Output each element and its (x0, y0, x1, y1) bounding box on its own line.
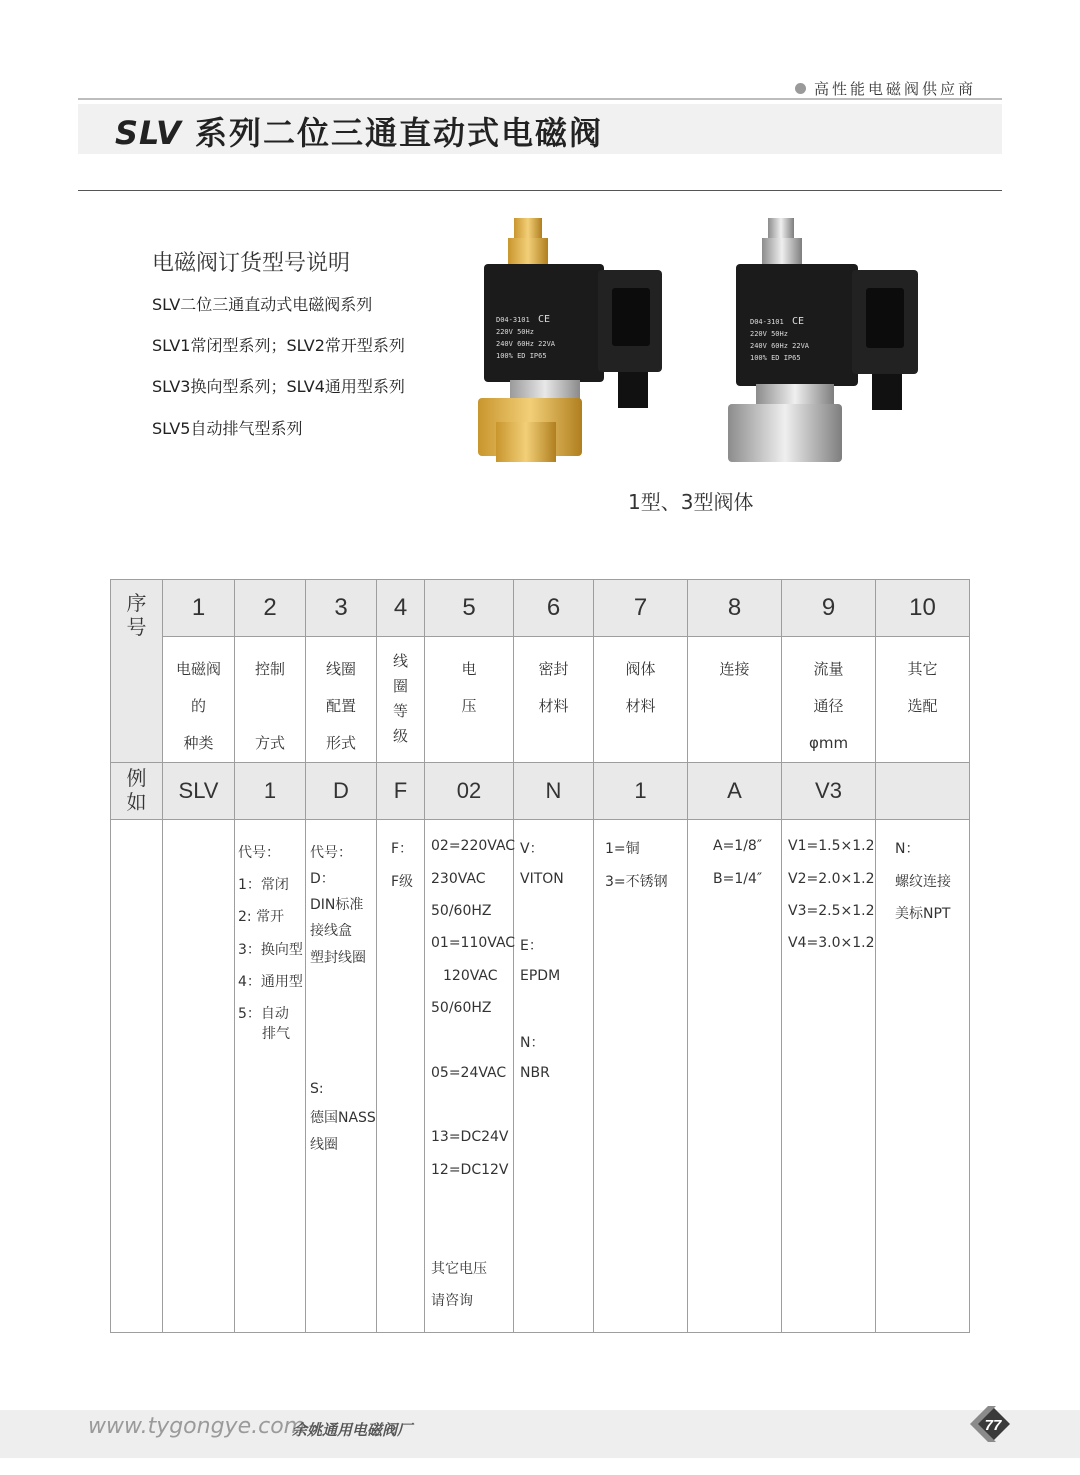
detail-text: 120VAC (443, 968, 498, 984)
col-number: 10 (876, 580, 970, 637)
col-number: 2 (235, 580, 306, 637)
footer-website: www.tygongye.com (88, 1414, 306, 1439)
detail-text: 2: 常开 (238, 909, 285, 925)
label-text: φmm (808, 734, 849, 752)
label-text: 电磁阀 (175, 660, 221, 678)
detail-text: 02=220VAC (431, 838, 516, 854)
detail-text: V： (520, 841, 544, 857)
col-number: 1 (163, 580, 235, 637)
detail-cell (425, 820, 514, 1333)
detail-text: 螺纹连接 (895, 874, 951, 890)
example-cell: D (306, 763, 377, 820)
detail-text: DIN标准 (310, 897, 364, 913)
col-number: 6 (514, 580, 594, 637)
detail-text: 230VAC (431, 871, 486, 887)
col-number: 3 (306, 580, 377, 637)
label-text: 材料 (538, 697, 569, 715)
row-head-example (111, 763, 163, 820)
detail-cell (306, 820, 377, 1333)
detail-text: 05=24VAC (431, 1065, 507, 1081)
number-row (111, 580, 970, 637)
detail-text: 排气 (262, 1026, 290, 1042)
example-cell: SLV (163, 763, 235, 820)
col-label (514, 637, 594, 763)
example-cell (876, 763, 970, 820)
detail-text: 50/60HZ (431, 903, 492, 919)
detail-text: 代号： (310, 845, 352, 861)
col-label (163, 637, 235, 763)
footer-company: 余姚通用电磁阀厂 (292, 1421, 413, 1439)
detail-text: N： (520, 1035, 545, 1051)
detail-cell (235, 820, 306, 1333)
detail-text: F： (391, 841, 414, 857)
divider (78, 190, 1002, 191)
detail-text: 美标NPT (895, 906, 951, 922)
label-text: 电 (461, 660, 477, 678)
col-number: 8 (688, 580, 782, 637)
bullet-icon (795, 83, 806, 94)
example-cell: 02 (425, 763, 514, 820)
detail-text: B=1/4″ (713, 871, 763, 887)
col-number: 7 (594, 580, 688, 637)
col-label (377, 637, 425, 763)
detail-cell (594, 820, 688, 1333)
label-text: 流量 (813, 660, 844, 678)
tagline-text: 高性能电磁阀供应商 (813, 80, 976, 98)
label-text: 级 (392, 727, 408, 745)
col-label (688, 637, 782, 763)
label-text: 压 (461, 697, 477, 715)
col-number: 4 (377, 580, 425, 637)
page-title (115, 108, 603, 154)
label-text: 连接 (719, 660, 750, 678)
example-cell: F (377, 763, 425, 820)
example-cell: N (514, 763, 594, 820)
detail-text: 代号： (238, 845, 280, 861)
col-label (306, 637, 377, 763)
detail-text: 12=DC12V (431, 1162, 509, 1178)
col-label (235, 637, 306, 763)
detail-text: 塑封线圈 (310, 950, 366, 966)
col-label (876, 637, 970, 763)
detail-text: V3=2.5×1.2 (788, 903, 875, 919)
detail-cell (377, 820, 425, 1333)
detail-text: 50/60HZ (431, 1000, 492, 1016)
label-text: 线 (392, 652, 408, 670)
detail-text: 5：自动 (238, 1006, 289, 1022)
detail-text: 1：常闭 (238, 877, 289, 893)
detail-text: E： (520, 938, 543, 954)
intro-line: SLV5自动排气型系列 (152, 419, 303, 438)
label-text: 等 (392, 702, 408, 720)
label-text: 种类 (183, 734, 214, 752)
detail-text: V4=3.0×1.2 (788, 935, 875, 951)
detail-text: 3=不锈钢 (605, 874, 668, 890)
model-code-table (110, 579, 970, 1333)
detail-row (111, 820, 970, 1333)
detail-text: EPDM (520, 968, 561, 984)
detail-text: 其它电压 (431, 1261, 487, 1277)
col-number: 9 (782, 580, 876, 637)
title-series: SLV (115, 114, 182, 152)
coil-label-line: 220V 50Hz (750, 330, 788, 338)
label-text: 的 (190, 697, 206, 715)
label-text: 选配 (907, 697, 938, 715)
image-caption: 1型、3型阀体 (628, 490, 754, 514)
detail-text: V1=1.5×1.2 (788, 838, 875, 854)
label-row (111, 637, 970, 763)
detail-cell (876, 820, 970, 1333)
title-text: 系列二位三通直动式电磁阀 (194, 114, 603, 152)
detail-text: D： (310, 871, 335, 887)
detail-cell (514, 820, 594, 1333)
detail-text: 13=DC24V (431, 1129, 509, 1145)
page-number: 77 (984, 1417, 1002, 1434)
example-cell: 1 (594, 763, 688, 820)
coil-label-line: D04-3101 (750, 318, 784, 326)
intro-line: SLV1常闭型系列；SLV2常开型系列 (152, 336, 405, 355)
detail-text: VITON (520, 871, 564, 887)
detail-cell-empty (163, 820, 235, 1333)
col-label (425, 637, 514, 763)
label-text: 密封 (538, 660, 569, 678)
detail-text: 德国NASS (310, 1110, 376, 1126)
detail-text: A=1/8″ (713, 838, 763, 854)
detail-text: 01=110VAC (431, 935, 516, 951)
label-text: 控制 (254, 660, 285, 678)
detail-cell (688, 820, 782, 1333)
example-label: 例如 (126, 768, 147, 814)
label-text: 形式 (325, 734, 356, 752)
example-row (111, 763, 970, 820)
ce-mark: CE (792, 316, 805, 327)
col-label (594, 637, 688, 763)
detail-text: NBR (520, 1065, 550, 1081)
label-text: 配置 (325, 697, 356, 715)
coil-label-line: D04-3101 (496, 316, 530, 324)
detail-text: V2=2.0×1.2 (788, 871, 875, 887)
coil-label-line: 240V 60Hz 22VA (750, 342, 810, 350)
detail-text: 3：换向型 (238, 942, 303, 958)
label-text: 其它 (907, 660, 938, 678)
seq-label: 序号 (126, 592, 147, 639)
intro-line: SLV3换向型系列；SLV4通用型系列 (152, 377, 405, 396)
label-text: 通径 (813, 697, 844, 715)
intro-line: SLV二位三通直动式电磁阀系列 (152, 295, 373, 314)
label-text: 线圈 (325, 660, 356, 678)
example-cell: A (688, 763, 782, 820)
detail-text: 接线盒 (310, 923, 352, 939)
coil-label-line: 100% ED IP65 (496, 352, 547, 360)
coil-label-line: 220V 50Hz (496, 328, 534, 336)
header-rule (78, 98, 1002, 100)
detail-text: 4：通用型 (238, 974, 303, 990)
detail-cell (782, 820, 876, 1333)
page-number-badge (966, 1402, 1016, 1446)
example-cell: V3 (782, 763, 876, 820)
detail-text: N： (895, 841, 920, 857)
detail-cell-empty (111, 820, 163, 1333)
label-text: 材料 (625, 697, 656, 715)
label-text: 圈 (392, 677, 408, 695)
detail-text: 线圈 (310, 1137, 338, 1153)
ordering-heading: 电磁阀订货型号说明 (152, 251, 351, 276)
detail-text: S: (310, 1081, 324, 1097)
row-head-seq (111, 580, 163, 763)
detail-text: F级 (391, 874, 414, 890)
detail-text: 请咨询 (431, 1293, 473, 1309)
label-text: 方式 (254, 734, 285, 752)
brass-valve-image (470, 212, 670, 470)
coil-label-line: 100% ED IP65 (750, 354, 801, 362)
steel-valve-image (722, 212, 930, 470)
example-cell: 1 (235, 763, 306, 820)
detail-text: 1=铜 (605, 841, 640, 857)
coil-label-line: 240V 60Hz 22VA (496, 340, 556, 348)
tagline (795, 78, 976, 99)
col-number: 5 (425, 580, 514, 637)
label-text: 阀体 (625, 660, 656, 678)
col-label (782, 637, 876, 763)
ce-mark: CE (538, 314, 551, 325)
